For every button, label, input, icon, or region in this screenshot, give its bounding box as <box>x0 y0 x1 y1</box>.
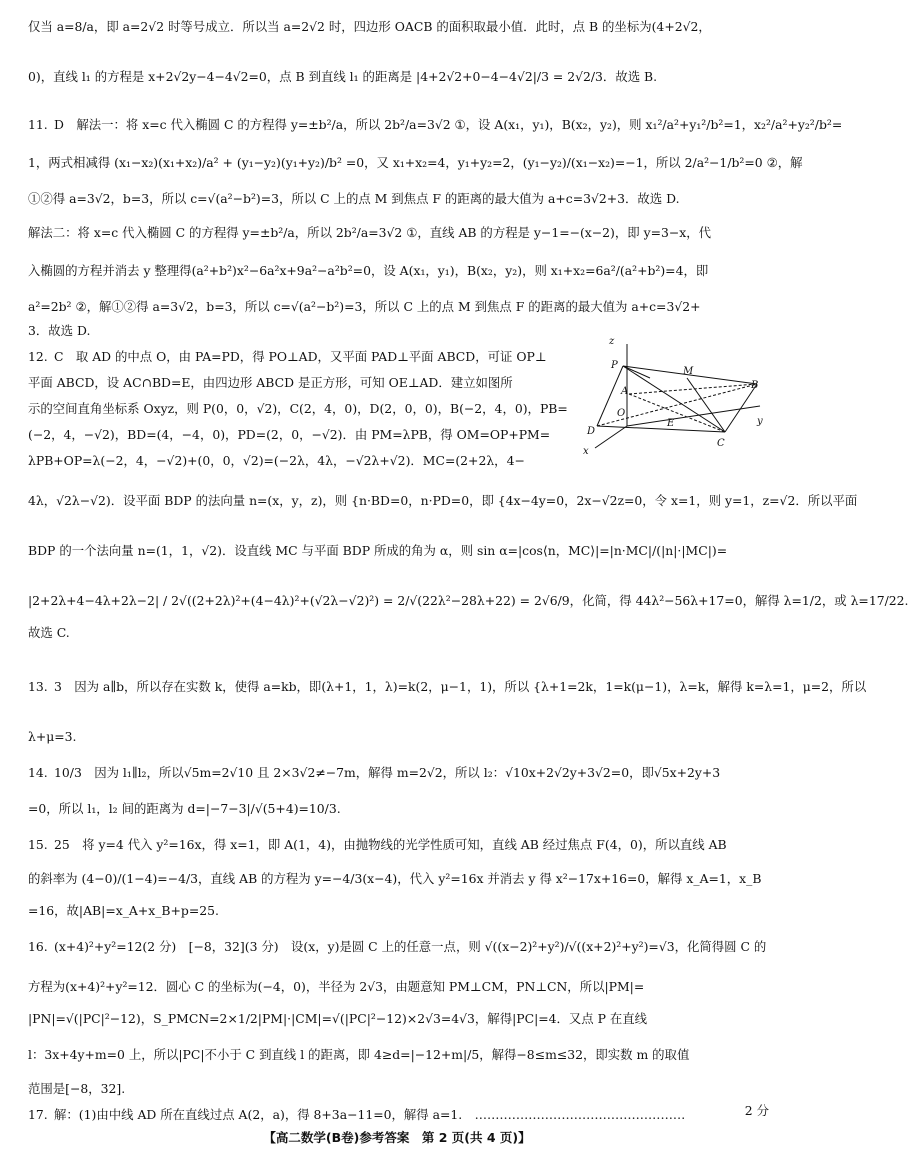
svg-text:E: E <box>667 418 675 429</box>
line-text: C 取 AD 的中点 O，由 PA=PD，得 PO⊥AD，又平面 PAD⊥平面 ABCD，可证 OP⊥ <box>54 349 547 364</box>
text-line <box>28 728 772 746</box>
line-text: (−2，4，−√2)，BD=(4，−4，0)，PD=(2，0，−√2)．由 PM=λPB，得 OM=OP+PM= <box>28 427 551 442</box>
page-footer: 【高二数学(B卷)参考答案 第 2 页(共 4 页)】 <box>263 1130 531 1145</box>
svg-text:x: x <box>583 446 589 457</box>
svg-text:B: B <box>751 380 759 391</box>
line-text: |PN|=√(|PC|²−12)，S_PMCN=2×1/2|PM|·|CM|=√(|PC|²−12)×2√3=4√3，解得|PC|=4．又点 P 在直线 <box>28 1011 648 1026</box>
svg-text:y: y <box>757 416 763 427</box>
svg-text:C: C <box>717 438 725 449</box>
score-mark: 2 分 <box>744 1103 769 1118</box>
svg-text:O: O <box>617 408 626 419</box>
question-number: 15. <box>28 837 48 852</box>
question-number: 12. <box>28 349 48 364</box>
line-text: λPB+OP=λ(−2，4，−√2)+(0，0，√2)=(−2λ，4λ，−√2λ+√2)．MC=(2+2λ，4− <box>28 453 525 468</box>
line-text: 故选 C. <box>28 625 70 640</box>
text-line <box>28 870 772 888</box>
text-line <box>28 116 843 134</box>
line-text: BDP 的一个法向量 n=(1，1，√2)．设直线 MC 与平面 BDP 所成的角为 α，则 sin α=|cos⟨n，MC⟩|=|n·MC|/(|n|·|MC|)= <box>28 543 728 558</box>
text-line <box>28 18 772 36</box>
question-number: 13. <box>28 679 48 694</box>
line-text: 1，两式相减得 (x₁−x₂)(x₁+x₂)/a² + (y₁−y₂)(y₁+y₂)/b² =0，又 x₁+x₂=4，y₁+y₂=2，(y₁−y₂)/(x₁−x₂)=−1，所以 2/a²−1/b²=0 ②，解 <box>28 155 803 170</box>
line-text: 4λ，√2λ−√2)．设平面 BDP 的法向量 n=(x，y，z)，则 {n·BD=0，n·PD=0，即 {4x−4y=0，2x−√2z=0，令 x=1，则 y=1，z=√2．所以平面 <box>28 493 858 508</box>
line-text: D 解法一：将 x=c 代入椭圆 C 的方程得 y=±b²/a，所以 2b²/a=3√2 ①，设 A(x₁，y₁)，B(x₂，y₂)，则 x₁²/a²+y₁²/b²=1，x₂²/a²+y₂²/b²= <box>54 117 843 132</box>
question-number: 17. <box>28 1107 48 1122</box>
line-text: 25 将 y=4 代入 y²=16x，得 x=1，即 A(1，4)，由抛物线的光学性质可知，直线 AB 经过焦点 F(4，0)，所以直线 AB <box>54 837 727 852</box>
question-number: 11. <box>28 117 48 132</box>
text-line <box>28 298 772 316</box>
text-line <box>28 592 908 610</box>
text-line <box>28 678 867 696</box>
text-line <box>28 542 772 560</box>
line-text: =16，故|AB|=x_A+x_B+p=25. <box>28 903 219 918</box>
line-text: |2+2λ+4−4λ+2λ−2| / 2√((2+2λ)²+(4−4λ)²+(√2λ−√2)²) = 2/√(22λ²−28λ+22) = 2√6/9，化简，得 44λ²−56λ+17=0，解得 λ=1/2，或 λ=17/22. <box>28 593 908 608</box>
line-text: 的斜率为 (4−0)/(1−4)=−4/3，直线 AB 的方程为 y=−4/3(x−4)，代入 y²=16x 并消去 y 得 x²−17x+16=0，解得 x_A=1，x_B <box>28 871 762 886</box>
svg-text:A: A <box>621 386 629 397</box>
line-text: λ+μ=3. <box>28 729 77 744</box>
question-number: 14. <box>28 765 48 780</box>
text-line <box>28 836 772 854</box>
line-text: 仅当 a=8/a，即 a=2√2 时等号成立．所以当 a=2√2 时，四边形 OACB 的面积取最小值．此时，点 B 的坐标为(4+2√2， <box>28 19 711 34</box>
line-text: =0，所以 l₁，l₂ 间的距离为 d=|−7−3|/√(5+4)=10/3. <box>28 801 341 816</box>
text-line <box>28 224 772 242</box>
line-text: 平面 ABCD，设 AC∩BD=E，由四边形 ABCD 是正方形，可知 OE⊥AD．建立如图所 <box>28 375 513 390</box>
text-line <box>28 800 772 818</box>
svg-text:M: M <box>683 366 694 377</box>
line-text: a²=2b² ②，解①②得 a=3√2，b=3，所以 c=√(a²−b²)=3，所以 C 上的点 M 到焦点 F 的距离的最大值为 a+c=3√2+ <box>28 299 701 314</box>
line-text: l：3x+4y+m=0 上，所以|PC|不小于 C 到直线 l 的距离，即 4≥d=|−12+m|/5，解得−8≤m≤32，即实数 m 的取值 <box>28 1047 690 1062</box>
text-line <box>28 154 803 172</box>
line-text: 范围是[−8，32]. <box>28 1081 126 1096</box>
line-text: 3 因为 a∥b，所以存在实数 k，使得 a=kb，即(λ+1，1，λ)=k(2，μ−1，1)，所以 {λ+1=2k，1=k(μ−1)，λ=k，解得 k=λ=1，μ=2，所以 <box>54 679 867 694</box>
text-line <box>28 1106 772 1124</box>
text-line <box>28 902 772 920</box>
text-line <box>28 764 772 782</box>
text-line <box>28 1010 772 1028</box>
text-line <box>28 492 858 510</box>
line-text: 示的空间直角坐标系 Oxyz，则 P(0，0，√2)，C(2，4，0)，D(2，0，0)，B(−2，4，0)，PB= <box>28 401 568 416</box>
text-line <box>28 262 772 280</box>
line-text: (x+4)²+y²=12(2 分) [−8，32](3 分) 设(x，y)是圆 C 上的任意一点，则 √((x−2)²+y²)/√((x+2)²+y²)=√3，化简得圆 C 的 <box>54 939 767 954</box>
text-line <box>28 938 772 956</box>
text-line <box>28 190 772 208</box>
line-text: 0)，直线 l₁ 的方程是 x+2√2y−4−4√2=0，点 B 到直线 l₁ 的距离是 |4+2√2+0−4−4√2|/3 = 2√2/3．故选 B. <box>28 69 658 84</box>
line-text: 解法二：将 x=c 代入椭圆 C 的方程得 y=±b²/a，所以 2b²/a=3√2 ①，直线 AB 的方程是 y−1=−(x−2)，即 y=3−x，代 <box>28 225 712 240</box>
line-text: 10/3 因为 l₁∥l₂，所以√5m=2√10 且 2×3√2≠−7m，解得 m=2√2，所以 l₂：√10x+2√2y+3√2=0，即√5x+2y+3 <box>54 765 721 780</box>
svg-text:z: z <box>609 336 615 347</box>
svg-text:P: P <box>611 360 618 371</box>
text-line <box>28 978 772 996</box>
text-line <box>28 1080 772 1098</box>
line-text: 入椭圆的方程并消去 y 整理得(a²+b²)x²−6a²x+9a²−a²b²=0，设 A(x₁，y₁)，B(x₂，y₂)，则 x₁+x₂=6a²/(a²+b²)=4，即 <box>28 263 709 278</box>
svg-text:D: D <box>587 426 596 437</box>
text-line <box>28 1046 772 1064</box>
line-text: 解：(1)由中线 AD 所在直线过点 A(2，a)，得 8+3a−11=0，解得 a=1. …………………………………………… <box>54 1107 686 1122</box>
text-line <box>28 624 772 642</box>
text-line <box>28 68 772 86</box>
question-number: 16. <box>28 939 48 954</box>
line-text: ①②得 a=3√2，b=3，所以 c=√(a²−b²)=3，所以 C 上的点 M 到焦点 F 的距离的最大值为 a+c=3√2+3．故选 D. <box>28 191 680 206</box>
line-text: 3．故选 D. <box>28 323 91 338</box>
line-text: 方程为(x+4)²+y²=12．圆心 C 的坐标为(−4，0)，半径为 2√3，由题意知 PM⊥CM，PN⊥CN，所以|PM|= <box>28 979 645 994</box>
coordinate-figure <box>575 336 765 456</box>
